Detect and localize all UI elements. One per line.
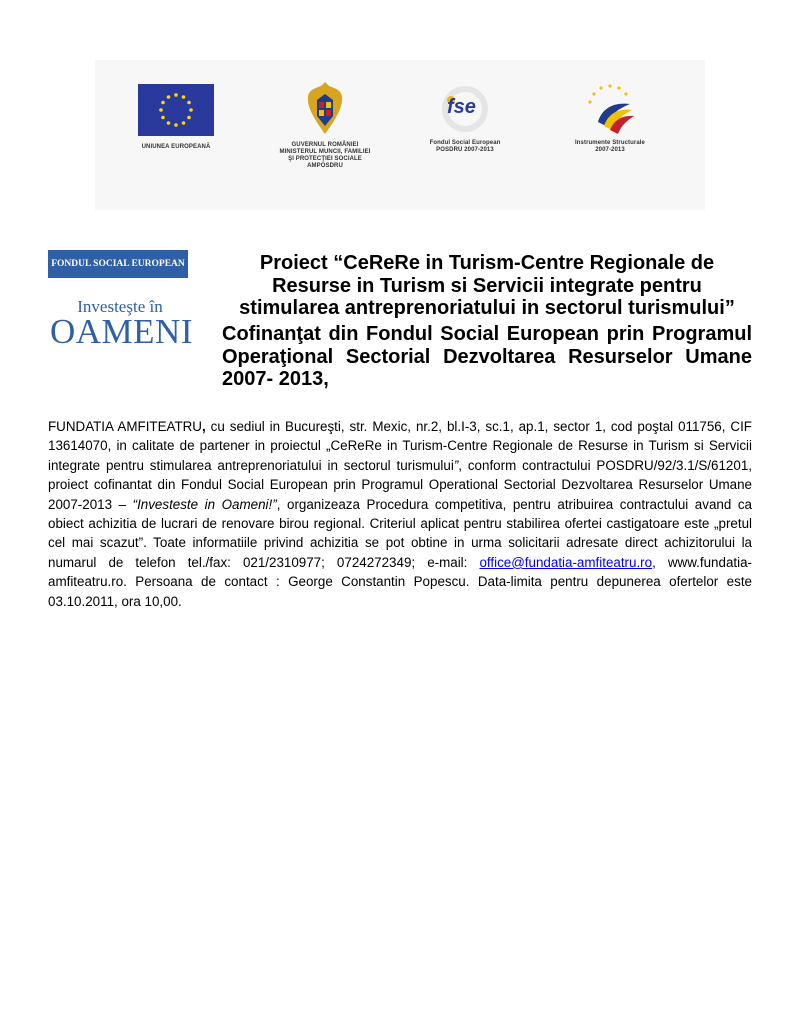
gov-caption-line-2: MINISTERUL MUNCII, FAMILIEI (279, 149, 371, 155)
logo-band (95, 60, 705, 210)
email-link[interactable]: office@fundatia-amfiteatru.ro (479, 554, 653, 570)
is-caption-line-1: Instrumente Structurale (575, 140, 645, 146)
gov-caption-line-3: ŞI PROTECŢIEI SOCIALE (288, 156, 362, 162)
eu-logo-block (135, 84, 217, 151)
body-part-3: , organizeaza Procedura competitiva, pentru atribuirea contractului avand ca obiect achizitia de lucrari de renovare birou regional. Criteriul aplicat pentru stabilirea ofertei castigatoare este „pretul cel mai scazut”. Toate informatiile privind achizitia se pot obtine in urma solicitarii adresate direct achizitorului la numarul de telefon tel./fax: 021/2310977; 0724272349; e-mail: (48, 496, 752, 570)
eu-flag-icon (138, 84, 214, 136)
fse-caption-line-1: Fondul Social European (429, 140, 501, 146)
instrumente-structurale-block (560, 82, 660, 154)
instrumente-structurale-icon (580, 82, 640, 136)
fse-caption-line-2: POSDRU 2007-2013 (436, 147, 494, 153)
gov-logo-block (265, 82, 385, 170)
announcement-paragraph (48, 417, 752, 611)
gov-caption-line-4: AMPOSDRU (307, 163, 343, 169)
eu-caption: UNIUNEA EUROPEANĂ (141, 144, 211, 150)
org-comma: , (201, 419, 206, 434)
cofinancing-statement: Cofinanţat din Fondul Social European prin Programul Operaţional Sectorial Dezvoltarea Resurselor Umane 2007- 2013, (222, 323, 752, 390)
investeste-in-text: Investeşte în (77, 297, 163, 316)
body-part-1: cu sediul in Bucureşti, str. Mexic, nr.2, bl.I-3, sc.1, ap.1, sector 1, cod poştal 011756, CIF 13614070, in calitate de partener in proiectul „CeReRe in Turism-Centre Regionale de Resurse in Turism si Servicii integrate pentru stimularea antreprenoriatului in sectorul turismului (48, 419, 752, 473)
fse-mark: fse (447, 96, 476, 118)
fse-banner: FONDUL SOCIAL EUROPEAN (48, 250, 188, 278)
is-caption-line-2: 2007-2013 (595, 147, 625, 153)
body-part-4: , www.fundatia-amfiteatru.ro. Persoana de contact : George Constantin Popescu. Data-limita pentru depunerea ofertelor este 03.10.2011, ora 10,00. (48, 554, 752, 609)
romania-coat-of-arms-icon (304, 82, 346, 136)
slogan-text: “Investeste in Oameni!” (132, 496, 277, 512)
oameni-text: OAMENI (50, 312, 193, 351)
quote-close: ” (453, 457, 459, 473)
fse-logo-block (415, 84, 515, 154)
body-part-2: , conform contractului POSDRU/92/3.1/S/61201, proiect cofinantat din Fondul Social European prin Programul Operational Sectorial Dezvoltarea Resurselor Umane 2007-2013 – (48, 457, 752, 512)
project-title: Proiect “CeReRe in Turism-Centre Regionale de Resurse in Turism si Servicii integrate pentru stimularea antreprenoriatului in sectorul turismului” (239, 252, 735, 319)
gov-caption-line-1: GUVERNUL ROMÂNIEI (291, 142, 359, 148)
organization-name: FUNDATIA AMFITEATRU (48, 419, 202, 434)
